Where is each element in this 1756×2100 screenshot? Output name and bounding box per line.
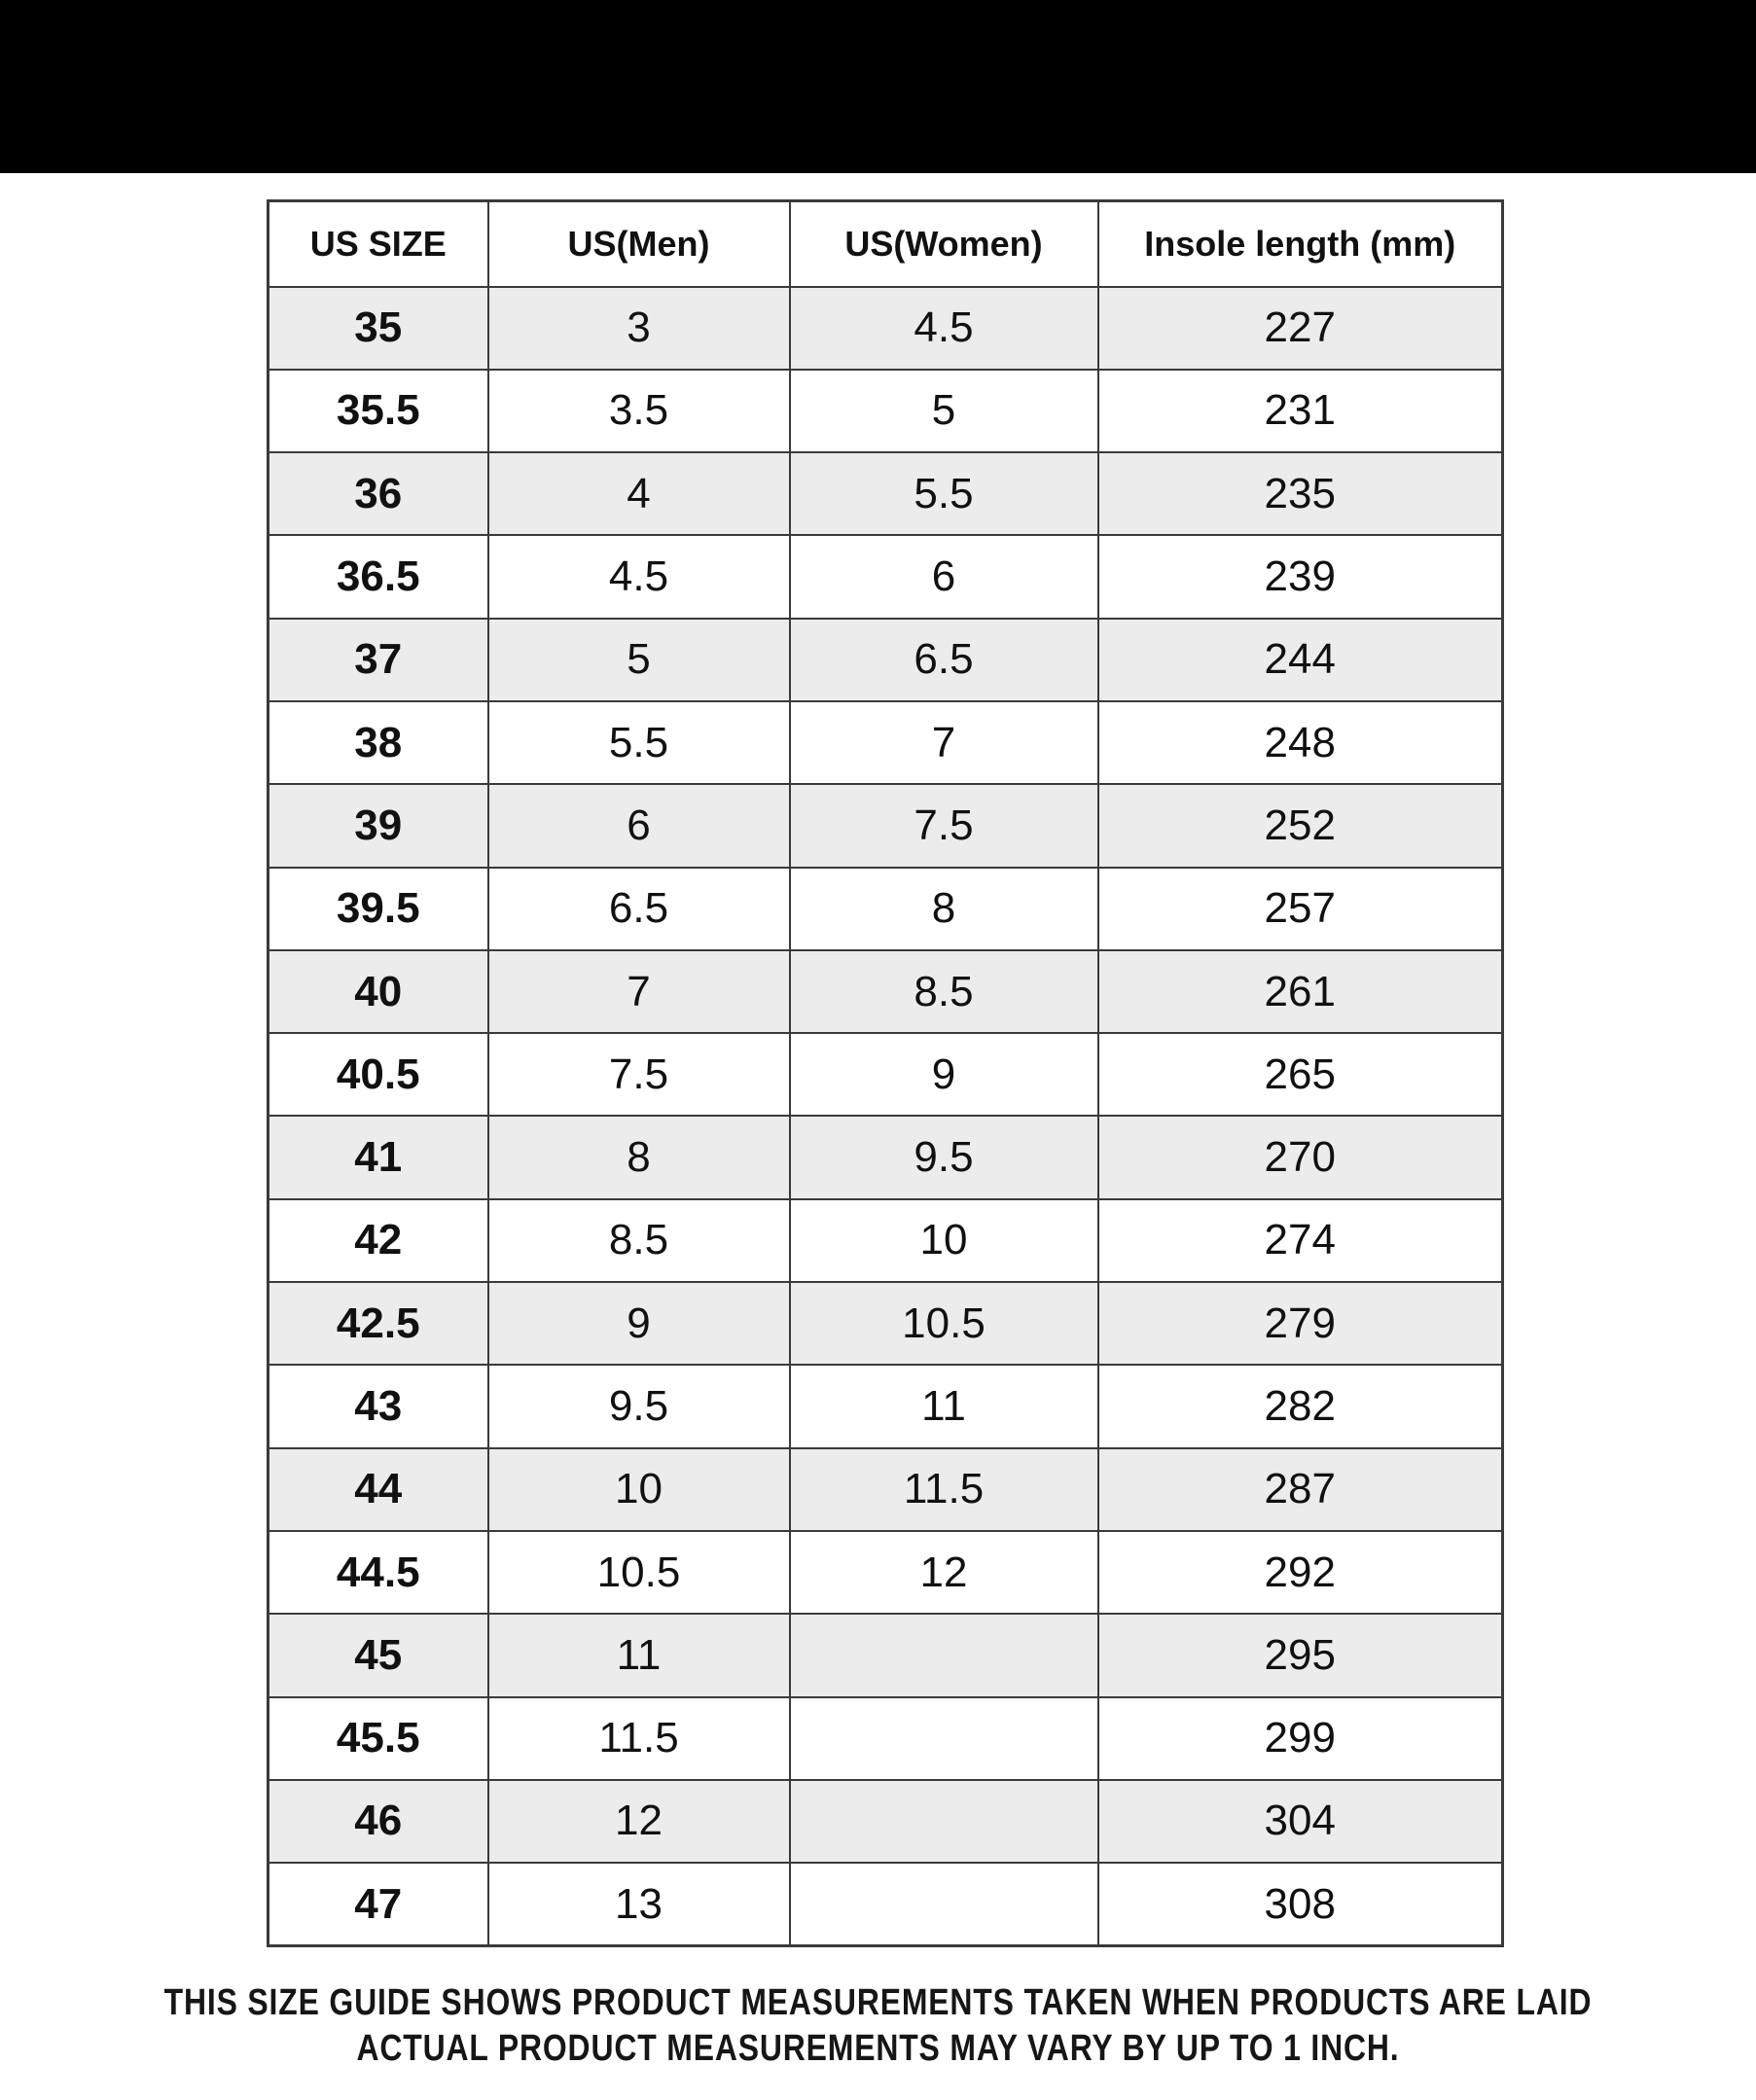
cell-us-women: 8.5	[790, 950, 1098, 1033]
table-row	[269, 1697, 1503, 1780]
footer-disclaimer	[140, 1980, 1615, 2072]
size-table-body	[269, 287, 1503, 1946]
cell-us-size: 46	[269, 1780, 488, 1863]
cell-us-size: 42	[269, 1199, 488, 1282]
cell-us-women: 4.5	[790, 287, 1098, 370]
cell-us-men: 6	[488, 784, 790, 867]
cell-insole-length-mm: 252	[1098, 784, 1503, 867]
cell-us-size: 45	[269, 1614, 488, 1696]
cell-us-women: 8	[790, 868, 1098, 950]
cell-us-size: 41	[269, 1116, 488, 1198]
cell-us-size: 35	[269, 287, 488, 370]
cell-us-size: 38	[269, 701, 488, 784]
header-row	[269, 201, 1503, 287]
cell-insole-length-mm: 248	[1098, 701, 1503, 784]
cell-insole-length-mm: 227	[1098, 287, 1503, 370]
cell-us-women: 5.5	[790, 452, 1098, 535]
cell-us-men: 13	[488, 1863, 790, 1945]
cell-us-men: 7.5	[488, 1033, 790, 1116]
footer-disclaimer-line-1: THIS SIZE GUIDE SHOWS PRODUCT MEASUREMENTS TAKEN WHEN PRODUCTS ARE LAID	[163, 1982, 1593, 2023]
cell-us-women: 9	[790, 1033, 1098, 1116]
cell-us-size: 43	[269, 1365, 488, 1447]
cell-insole-length-mm: 231	[1098, 370, 1503, 452]
table-row	[269, 1863, 1503, 1945]
table-row	[269, 287, 1503, 370]
cell-us-size: 47	[269, 1863, 488, 1945]
table-row	[269, 784, 1503, 867]
cell-us-size: 39.5	[269, 868, 488, 950]
cell-insole-length-mm: 295	[1098, 1614, 1503, 1696]
cell-us-women	[790, 1863, 1098, 1945]
cell-us-women: 10.5	[790, 1282, 1098, 1365]
col-header-us-women: US(Women)	[790, 201, 1098, 287]
cell-insole-length-mm: 282	[1098, 1365, 1503, 1447]
cell-us-men: 3.5	[488, 370, 790, 452]
cell-us-men: 8.5	[488, 1199, 790, 1282]
cell-us-women	[790, 1780, 1098, 1863]
cell-us-men: 4	[488, 452, 790, 535]
cell-us-size: 39	[269, 784, 488, 867]
cell-insole-length-mm: 299	[1098, 1697, 1503, 1780]
table-row	[269, 1199, 1503, 1282]
cell-insole-length-mm: 308	[1098, 1863, 1503, 1945]
cell-us-size: 37	[269, 619, 488, 701]
cell-us-women	[790, 1614, 1098, 1696]
cell-us-men: 6.5	[488, 868, 790, 950]
cell-us-men: 5	[488, 619, 790, 701]
cell-us-size: 40.5	[269, 1033, 488, 1116]
top-black-banner	[0, 0, 1756, 173]
cell-insole-length-mm: 279	[1098, 1282, 1503, 1365]
cell-us-women	[790, 1697, 1098, 1780]
table-row	[269, 619, 1503, 701]
cell-us-size: 35.5	[269, 370, 488, 452]
cell-us-women: 12	[790, 1531, 1098, 1614]
cell-us-size: 40	[269, 950, 488, 1033]
cell-us-women: 9.5	[790, 1116, 1098, 1198]
cell-us-men: 9	[488, 1282, 790, 1365]
cell-us-men: 8	[488, 1116, 790, 1198]
cell-insole-length-mm: 287	[1098, 1448, 1503, 1531]
cell-us-women: 6.5	[790, 619, 1098, 701]
table-row	[269, 1780, 1503, 1863]
table-row	[269, 1531, 1503, 1614]
table-row	[269, 950, 1503, 1033]
cell-us-men: 12	[488, 1780, 790, 1863]
cell-us-men: 11.5	[488, 1697, 790, 1780]
table-row	[269, 1282, 1503, 1365]
table-row	[269, 701, 1503, 784]
cell-insole-length-mm: 265	[1098, 1033, 1503, 1116]
cell-insole-length-mm: 257	[1098, 868, 1503, 950]
table-row	[269, 1448, 1503, 1531]
table-row	[269, 370, 1503, 452]
cell-us-men: 7	[488, 950, 790, 1033]
cell-insole-length-mm: 261	[1098, 950, 1503, 1033]
cell-us-women: 10	[790, 1199, 1098, 1282]
cell-insole-length-mm: 239	[1098, 535, 1503, 618]
cell-insole-length-mm: 304	[1098, 1780, 1503, 1863]
cell-us-women: 11	[790, 1365, 1098, 1447]
cell-us-men: 10	[488, 1448, 790, 1531]
cell-us-women: 11.5	[790, 1448, 1098, 1531]
table-row	[269, 1116, 1503, 1198]
cell-us-size: 36	[269, 452, 488, 535]
cell-insole-length-mm: 235	[1098, 452, 1503, 535]
size-chart-table	[267, 199, 1504, 1947]
cell-us-men: 11	[488, 1614, 790, 1696]
cell-us-size: 42.5	[269, 1282, 488, 1365]
cell-us-men: 9.5	[488, 1365, 790, 1447]
cell-us-men: 3	[488, 287, 790, 370]
col-header-insole-length: Insole length (mm)	[1098, 201, 1503, 287]
table-row	[269, 1365, 1503, 1447]
table-row	[269, 452, 1503, 535]
cell-us-size: 44.5	[269, 1531, 488, 1614]
col-header-us-men: US(Men)	[488, 201, 790, 287]
cell-us-women: 7.5	[790, 784, 1098, 867]
table-row	[269, 1033, 1503, 1116]
cell-insole-length-mm: 292	[1098, 1531, 1503, 1614]
cell-us-women: 6	[790, 535, 1098, 618]
table-row	[269, 1614, 1503, 1696]
footer-disclaimer-line-2: ACTUAL PRODUCT MEASUREMENTS MAY VARY BY UP TO 1 INCH.	[356, 2028, 1400, 2069]
cell-us-size: 45.5	[269, 1697, 488, 1780]
cell-us-size: 44	[269, 1448, 488, 1531]
table-row	[269, 868, 1503, 950]
cell-us-women: 7	[790, 701, 1098, 784]
cell-us-men: 10.5	[488, 1531, 790, 1614]
cell-us-women: 5	[790, 370, 1098, 452]
cell-us-size: 36.5	[269, 535, 488, 618]
cell-insole-length-mm: 274	[1098, 1199, 1503, 1282]
cell-insole-length-mm: 270	[1098, 1116, 1503, 1198]
cell-us-men: 5.5	[488, 701, 790, 784]
table-row	[269, 535, 1503, 618]
cell-insole-length-mm: 244	[1098, 619, 1503, 701]
cell-us-men: 4.5	[488, 535, 790, 618]
col-header-us-size: US SIZE	[269, 201, 488, 287]
